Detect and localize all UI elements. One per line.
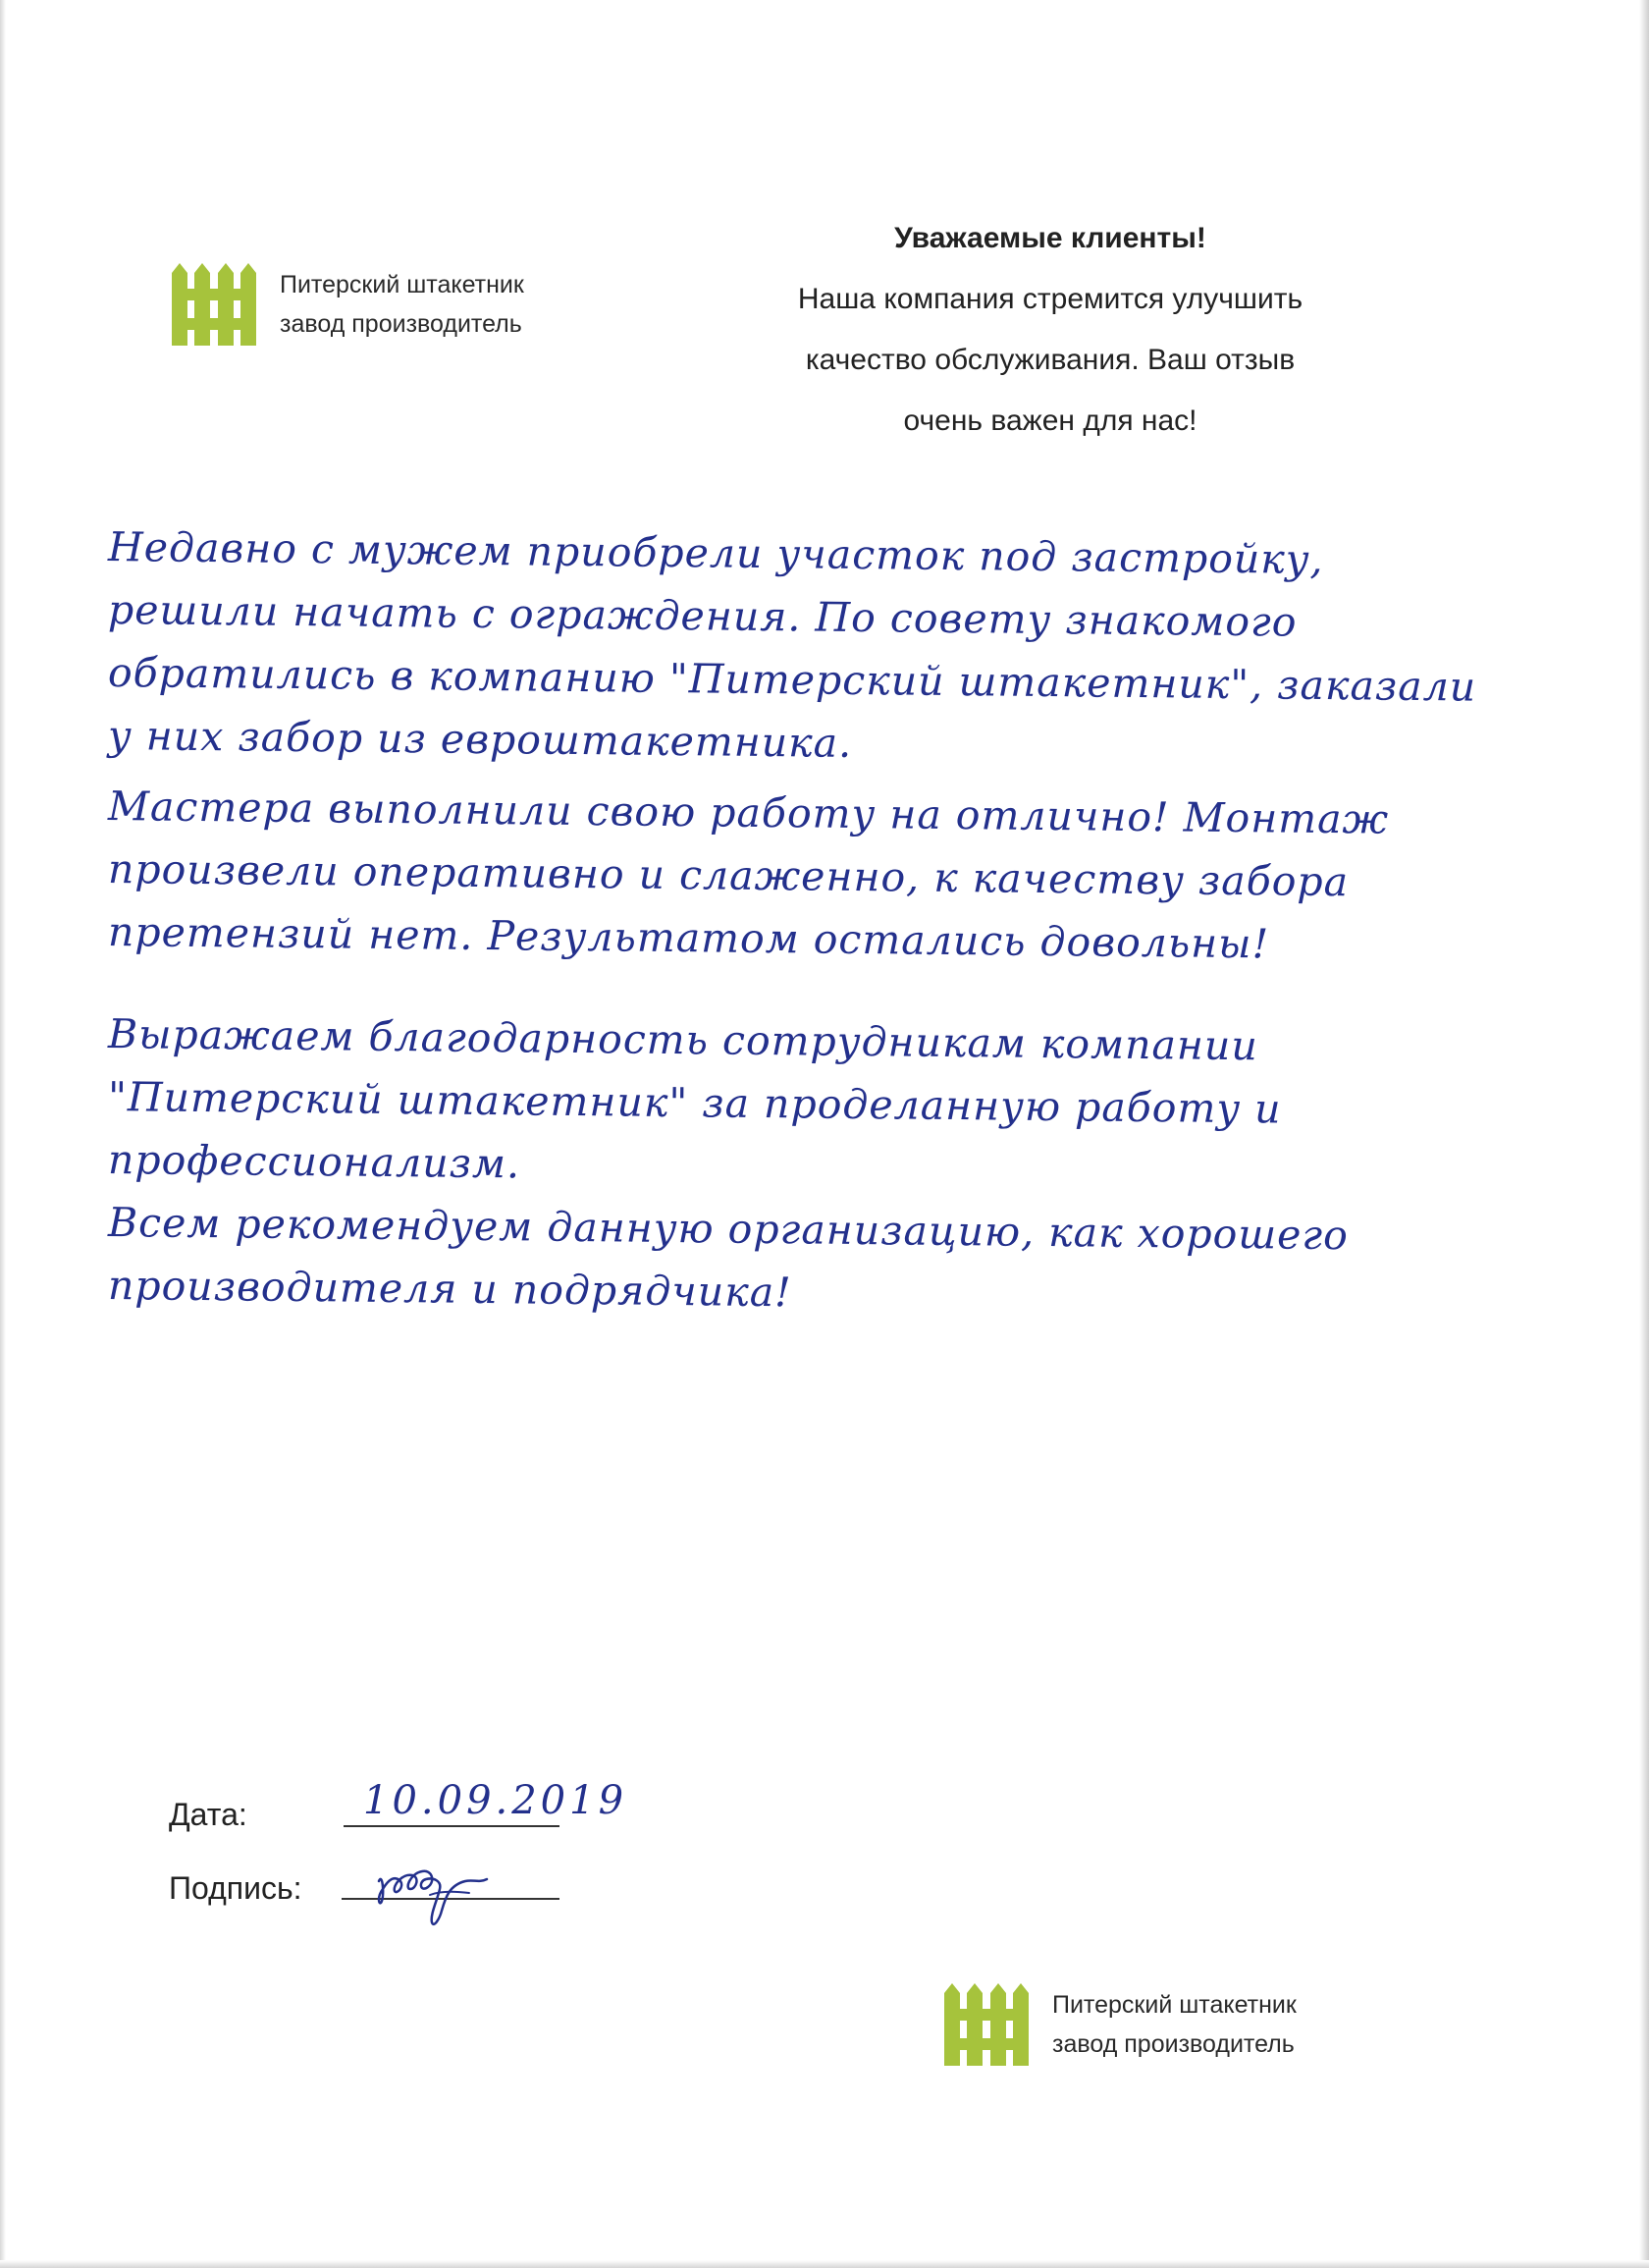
date-label: Дата: xyxy=(169,1797,247,1832)
review-line: у них забор из евроштакетника. xyxy=(107,712,853,767)
review-line: Мастера выполнили свою работу на отлично! Монтаж xyxy=(107,783,1390,843)
company-logo-footer xyxy=(942,1983,1297,2066)
date-value: 10.09.2019 xyxy=(363,1778,628,1823)
review-line: профессионализм. xyxy=(107,1136,521,1188)
review-line: "Питерский штакетник" за проделанную работу и xyxy=(107,1073,1282,1133)
scan-edge-left xyxy=(0,0,6,2268)
scan-edge-right xyxy=(1639,0,1649,2268)
company-logo-header xyxy=(170,263,524,346)
review-line: произвели оперативно и слаженно, к качеству забора xyxy=(107,845,1350,906)
handwritten-signature xyxy=(371,1852,499,1930)
logo-line-company: Питерский штакетник xyxy=(280,271,524,298)
review-line: Выражаем благодарность сотрудникам компании xyxy=(107,1010,1259,1070)
scan-edge-bottom xyxy=(0,2260,1649,2268)
review-line: Всем рекомендуем данную организацию, как хорошего xyxy=(107,1199,1350,1260)
logo-line-company: Питерский штакетник xyxy=(1052,1991,1297,2019)
review-line: обратились в компанию "Питерский штакетник", заказали xyxy=(107,649,1477,711)
logo-text xyxy=(280,265,524,344)
logo-line-subtitle: завод производитель xyxy=(1052,2030,1295,2058)
picket-fence-icon xyxy=(942,1983,1031,2066)
review-line: производителя и подрядчика! xyxy=(107,1262,792,1317)
logo-text xyxy=(1052,1985,1297,2064)
picket-fence-icon xyxy=(170,263,258,346)
appeal-title: Уважаемые клиенты! xyxy=(894,222,1206,254)
date-underline xyxy=(344,1825,559,1827)
appeal-line: качество обслуживания. Ваш отзыв xyxy=(805,344,1296,376)
customer-appeal xyxy=(687,208,1413,452)
logo-line-subtitle: завод производитель xyxy=(280,310,522,338)
appeal-line: Наша компания стремится улучшить xyxy=(797,283,1303,315)
signature-label: Подпись: xyxy=(169,1870,302,1906)
review-line: решили начать с ограждения. По совету знакомого xyxy=(107,586,1298,646)
appeal-line: очень важен для нас! xyxy=(903,405,1197,437)
review-line: претензий нет. Результатом остались довольны! xyxy=(107,908,1270,968)
handwritten-review xyxy=(108,515,1580,1317)
review-line: Недавно с мужем приобрели участок под застройку, xyxy=(107,523,1324,583)
